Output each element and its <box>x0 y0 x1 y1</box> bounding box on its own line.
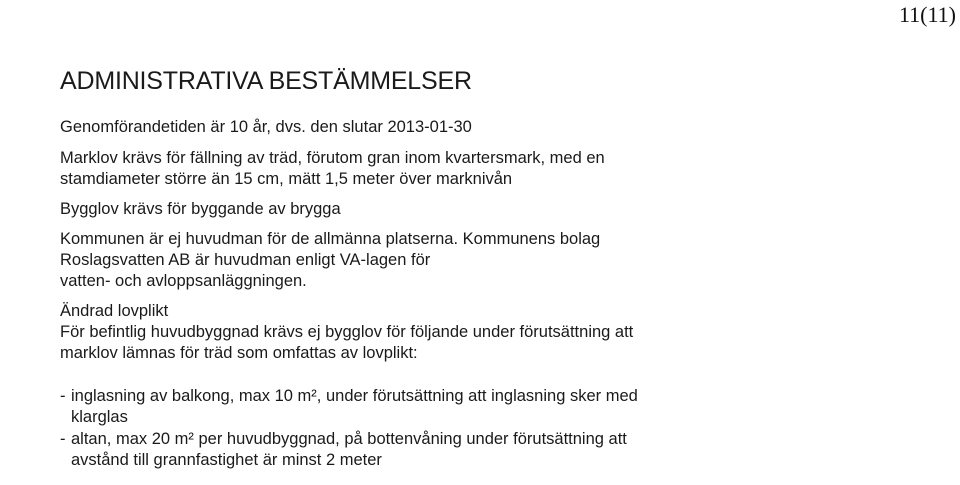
exemption-list <box>60 386 940 471</box>
document-body <box>60 66 940 472</box>
list-item <box>60 429 940 471</box>
list-item-line-1: inglasning av balkong, max 10 m², under förutsättning att inglasning sker med <box>71 387 638 405</box>
bygglov-paragraph: Bygglov krävs för byggande av brygga <box>60 200 341 218</box>
list-item-line-1: altan, max 20 m² per huvudbyggnad, på bottenvåning under förutsättning att <box>71 430 627 448</box>
changed-permit-title: Ändrad lovplikt <box>60 302 169 320</box>
municipality-line-2: Roslagsvatten AB är huvudman enligt VA-lagen för <box>60 251 431 269</box>
changed-permit-paragraph <box>60 322 940 364</box>
implementation-period-paragraph: Genomförandetiden är 10 år, dvs. den slutar 2013-01-30 <box>60 118 472 136</box>
marklov-line-1: Marklov krävs för fällning av träd, förutom gran inom kvartersmark, med en <box>60 149 605 167</box>
municipality-line-1: Kommunen är ej huvudman för de allmänna platserna. Kommunens bolag <box>60 230 601 248</box>
bullet-dash: - <box>60 387 66 405</box>
municipality-paragraph <box>60 229 940 292</box>
changed-permit-line-1: För befintlig huvudbyggnad krävs ej bygglov för följande under förutsättning att <box>60 323 634 341</box>
list-item-line-2: klarglas <box>71 408 128 426</box>
list-item <box>60 386 940 428</box>
marklov-paragraph <box>60 148 940 190</box>
page-number: 11(11) <box>898 2 956 27</box>
section-heading: ADMINISTRATIVA BESTÄMMELSER <box>60 67 472 95</box>
marklov-line-2: stamdiameter större än 15 cm, mätt 1,5 meter över marknivån <box>60 170 513 188</box>
changed-permit-line-2: marklov lämnas för träd som omfattas av lovplikt: <box>60 344 418 362</box>
bullet-dash: - <box>60 430 66 448</box>
list-item-line-2: avstånd till grannfastighet är minst 2 meter <box>71 451 382 469</box>
municipality-line-3: vatten- och avloppsanläggningen. <box>60 272 307 290</box>
